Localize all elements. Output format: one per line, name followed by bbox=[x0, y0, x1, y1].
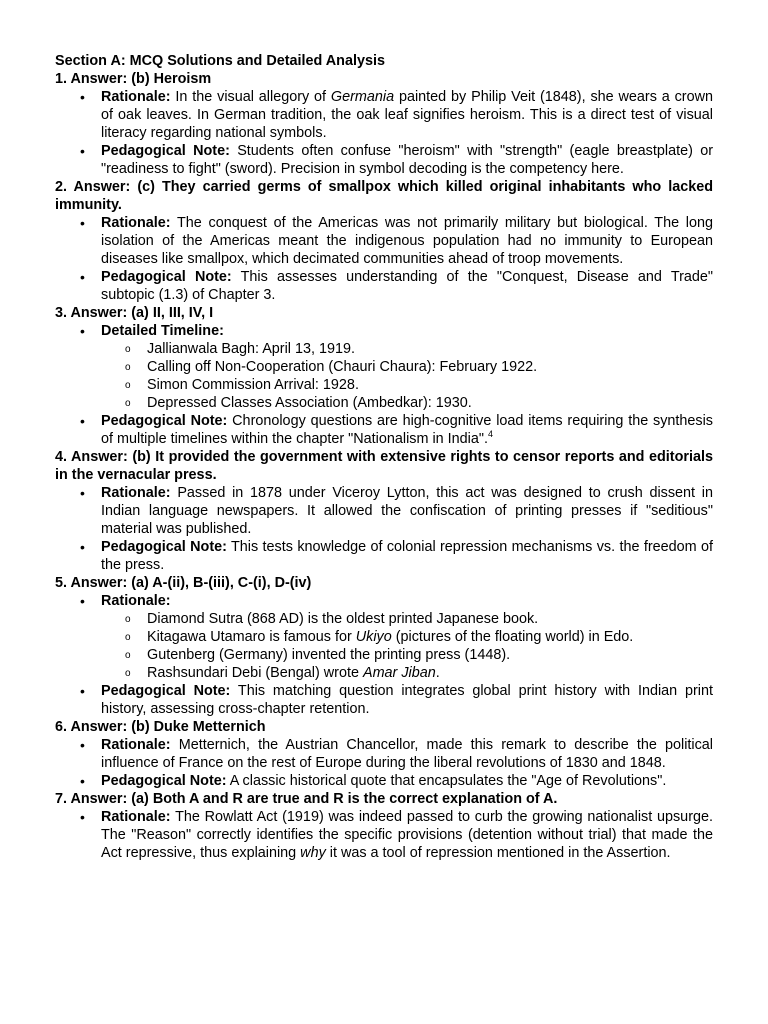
rationale-emphasis: why bbox=[300, 845, 326, 861]
answer-heading-2: 2. Answer: (c) They carried germs of smallpox which killed original inhabitants who lacked immunity. bbox=[55, 179, 713, 213]
note-label: Pedagogical Note: bbox=[101, 269, 232, 285]
note-text: A classic historical quote that encapsulates the "Age of Revolutions". bbox=[226, 773, 667, 789]
note-item bbox=[101, 268, 713, 304]
timeline-entry: o Simon Commission Arrival: 1928. bbox=[147, 376, 713, 394]
matching-text: (pictures of the floating world) in Edo. bbox=[391, 629, 634, 645]
timeline-list bbox=[101, 340, 713, 412]
answer-heading-4: 4. Answer: (b) It provided the government with extensive rights to censor reports and editorials in the vernacular press. bbox=[55, 449, 713, 483]
rationale-text: The Rowlatt Act (1919) was indeed passed to curb the growing nationalist upsurge. The "Reason" correctly identifies the specific provisions (detention without trial) that made the Act repressive, thus explaining bbox=[101, 809, 713, 861]
timeline-entry: o Jallianwala Bagh: April 13, 1919. bbox=[147, 340, 713, 358]
rationale-item bbox=[101, 808, 713, 862]
rationale-text: In the visual allegory of bbox=[170, 89, 331, 105]
answer-points-7 bbox=[55, 808, 713, 862]
rationale-text: Passed in 1878 under Viceroy Lytton, this act was designed to crush dissent in Indian language newspapers. It allowed the confiscation of printing presses if "seditious" material was published. bbox=[101, 485, 713, 537]
note-item bbox=[101, 142, 713, 178]
rationale-text: painted by Philip Veit (1848), she wears a crown of oak leaves. In German tradition, the oak leaf signifies heroism. This is a direct test of visual literacy regarding national symbols. bbox=[101, 89, 714, 141]
answer-points-6 bbox=[55, 736, 713, 790]
matching-entry: o Diamond Sutra (868 AD) is the oldest printed Japanese book. bbox=[147, 610, 713, 628]
note-item bbox=[101, 412, 713, 448]
matching-text: . bbox=[435, 665, 440, 681]
answer-block-4 bbox=[55, 448, 713, 574]
note-label: Pedagogical Note: bbox=[101, 143, 230, 159]
answer-points-1 bbox=[55, 88, 713, 178]
rationale-emphasis: Germania bbox=[330, 89, 395, 105]
matching-entry bbox=[147, 628, 713, 646]
rationale-item bbox=[101, 736, 713, 772]
answer-block-7 bbox=[55, 790, 713, 862]
answer-block-3 bbox=[55, 304, 713, 448]
document-body bbox=[55, 52, 713, 862]
matching-entry: o Gutenberg (Germany) invented the printing press (1448). bbox=[147, 646, 713, 664]
rationale-label: Rationale: bbox=[101, 485, 171, 501]
rationale-text: The conquest of the Americas was not primarily military but biological. The long isolation of the Americas meant the indigenous population had no immunity to European diseases like smallpox, which decimated communities ahead of troop movements. bbox=[101, 215, 713, 267]
answer-points-4 bbox=[55, 484, 713, 574]
note-text: This assesses understanding of the "Conquest, Disease and Trade" subtopic (1.3) of Chapter 3. bbox=[101, 269, 713, 303]
matching-entry bbox=[147, 664, 713, 682]
matching-emphasis: Ukiyo bbox=[355, 629, 392, 645]
rationale-item bbox=[101, 214, 713, 268]
answer-block-2 bbox=[55, 178, 713, 304]
rationale-item bbox=[101, 88, 713, 142]
answer-heading-7: 7. Answer: (a) Both A and R are true and R is the correct explanation of A. bbox=[55, 791, 558, 807]
timeline-entry: o Calling off Non-Cooperation (Chauri Chaura): February 1922. bbox=[147, 358, 713, 376]
answer-block-1 bbox=[55, 70, 713, 178]
rationale-item bbox=[101, 592, 713, 682]
note-label: Pedagogical Note: bbox=[101, 539, 227, 555]
note-item bbox=[101, 682, 713, 718]
rationale-label: Rationale: bbox=[101, 215, 171, 231]
answer-points-5 bbox=[55, 592, 713, 718]
note-text: This tests knowledge of colonial repression mechanisms vs. the freedom of the press. bbox=[101, 539, 713, 573]
answer-heading-1: 1. Answer: (b) Heroism bbox=[55, 71, 212, 87]
answer-block-6 bbox=[55, 718, 713, 790]
matching-list bbox=[101, 610, 713, 682]
answer-block-5 bbox=[55, 574, 713, 718]
footnote-marker: 4 bbox=[487, 429, 493, 440]
rationale-label: Rationale: bbox=[101, 809, 171, 825]
answer-heading-6: 6. Answer: (b) Duke Metternich bbox=[55, 719, 266, 735]
answer-points-3 bbox=[55, 322, 713, 448]
timeline-label: Detailed Timeline: bbox=[101, 323, 224, 339]
note-label: Pedagogical Note: bbox=[101, 413, 228, 429]
note-label: Pedagogical Note: bbox=[101, 683, 231, 699]
rationale-label: Rationale: bbox=[101, 89, 171, 105]
answer-heading-5: 5. Answer: (a) A-(ii), B-(iii), C-(i), D-(iv) bbox=[55, 575, 312, 591]
note-label: Pedagogical Note: bbox=[101, 773, 227, 789]
rationale-label: Rationale: bbox=[101, 593, 171, 609]
note-item bbox=[101, 772, 713, 790]
matching-emphasis: Amar Jiban bbox=[362, 665, 436, 681]
answer-points-2 bbox=[55, 214, 713, 304]
rationale-item bbox=[101, 484, 713, 538]
note-text: Chronology questions are high-cognitive load items requiring the synthesis of multiple timelines within the chapter "Nationalism in India". bbox=[101, 413, 713, 447]
rationale-text: it was a tool of repression mentioned in the Assertion. bbox=[325, 845, 671, 861]
rationale-label: Rationale: bbox=[101, 737, 171, 753]
answer-heading-3: 3. Answer: (a) II, III, IV, I bbox=[55, 305, 214, 321]
matching-text: Rashsundari Debi (Bengal) wrote bbox=[147, 665, 363, 681]
timeline-entry: o Depressed Classes Association (Ambedkar): 1930. bbox=[147, 394, 713, 412]
rationale-text: Metternich, the Austrian Chancellor, made this remark to describe the political influence of France on the rest of Europe during the liberal revolutions of 1830 and 1848. bbox=[101, 737, 713, 771]
note-text: Students often confuse "heroism" with "strength" (eagle breastplate) or "readiness to fight" (sword). Precision in symbol decoding is the competency here. bbox=[101, 143, 713, 177]
note-item bbox=[101, 538, 713, 574]
note-text: This matching question integrates global print history with Indian print history, assessing cross-chapter retention. bbox=[101, 683, 713, 717]
timeline-item bbox=[101, 322, 713, 412]
matching-text: Kitagawa Utamaro is famous for bbox=[147, 629, 356, 645]
section-title: Section A: MCQ Solutions and Detailed Analysis bbox=[55, 53, 385, 69]
